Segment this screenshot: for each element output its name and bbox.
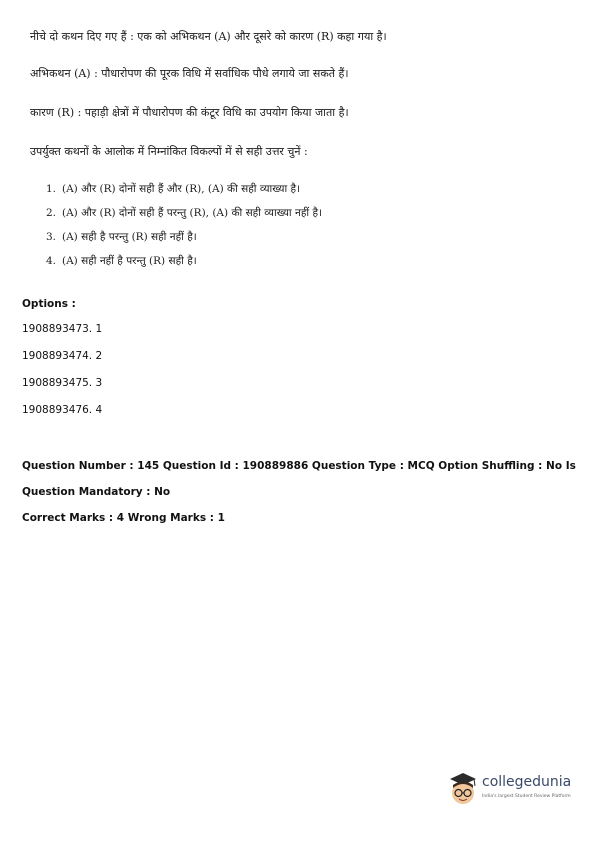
option-id-item: 1908893474. 2 [22,350,103,362]
question-mandatory-line: Question Mandatory : No [22,486,171,498]
reason-statement: कारण (R) : पहाड़ी क्षेत्रों में पौधारोपण की कंटूर विधि का उपयोग किया जाता है। [30,106,349,119]
options-heading: Options : [22,298,76,310]
choice-text: (A) सही है परन्तु (R) सही नहीं है। [62,231,197,243]
option-id-item: 1908893475. 3 [22,377,103,389]
assertion-statement: अभिकथन (A) : पौधारोपण की पूरक विधि में सर्वाधिक पौधे लगाये जा सकते हैं। [30,67,349,80]
question-instruction: उपर्युक्त कथनों के आलोक में निम्नांकित विकल्पों में से सही उत्तर चुनें : [30,145,308,158]
option-id-item: 1908893473. 1 [22,323,103,335]
collegedunia-logo [446,770,586,810]
question-meta-line: Question Number : 145 Question Id : 190889886 Question Type : MCQ Option Shuffling : No Is [22,460,576,472]
choice-item [46,182,322,206]
choice-number: 1. [46,183,57,195]
choice-text: (A) और (R) दोनों सही हैं परन्तु (R), (A) की सही व्याख्या नहीं है। [62,207,323,219]
choice-item [46,254,322,278]
choice-number: 4. [46,255,57,267]
choice-text: (A) और (R) दोनों सही हैं और (R), (A) की सही व्याख्या है। [62,183,301,195]
marks-line: Correct Marks : 4 Wrong Marks : 1 [22,512,225,524]
graduate-mascot-icon [446,770,480,810]
choice-text: (A) सही नहीं है परन्तु (R) सही है। [62,255,197,267]
choice-list [46,182,322,278]
choice-number: 2. [46,207,57,219]
choice-item [46,230,322,254]
logo-tagline: India's largest Student Review Platform [482,794,571,799]
choice-item [46,206,322,230]
logo-wordmark: collegedunia [482,774,572,790]
question-intro: नीचे दो कथन दिए गए हैं : एक को अभिकथन (A) और दूसरे को कारण (R) कहा गया है। [30,30,387,43]
option-id-item: 1908893476. 4 [22,404,103,416]
choice-number: 3. [46,231,57,243]
